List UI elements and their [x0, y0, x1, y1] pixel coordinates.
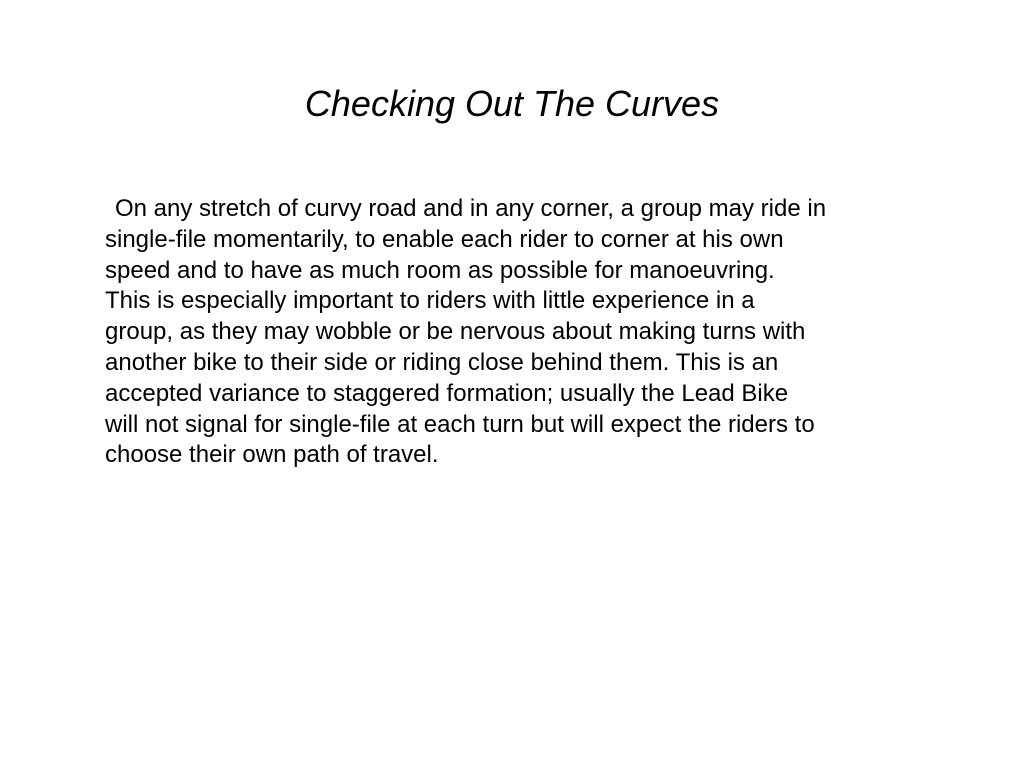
body-line: On any stretch of curvy road and in any corner, a group may ride in — [115, 195, 827, 222]
body-line: group, as they may wobble or be nervous about making turns with — [105, 318, 806, 346]
body-line: choose their own path of travel. — [105, 441, 439, 469]
body-line: accepted variance to staggered formation; usually the Lead Bike — [105, 379, 789, 407]
body-line: single-file momentarily, to enable each rider to corner at his own — [105, 225, 784, 253]
body-line: speed and to have as much room as possible for manoeuvring. — [105, 256, 775, 284]
body-line: will not signal for single-file at each turn but will expect the riders to — [105, 410, 815, 438]
body-line: This is especially important to riders with little experience in a — [105, 287, 755, 315]
body-line: another bike to their side or riding close behind them. This is an — [105, 348, 779, 376]
slide-body-paragraph — [105, 194, 958, 471]
slide-title: Checking Out The Curves — [304, 83, 720, 124]
